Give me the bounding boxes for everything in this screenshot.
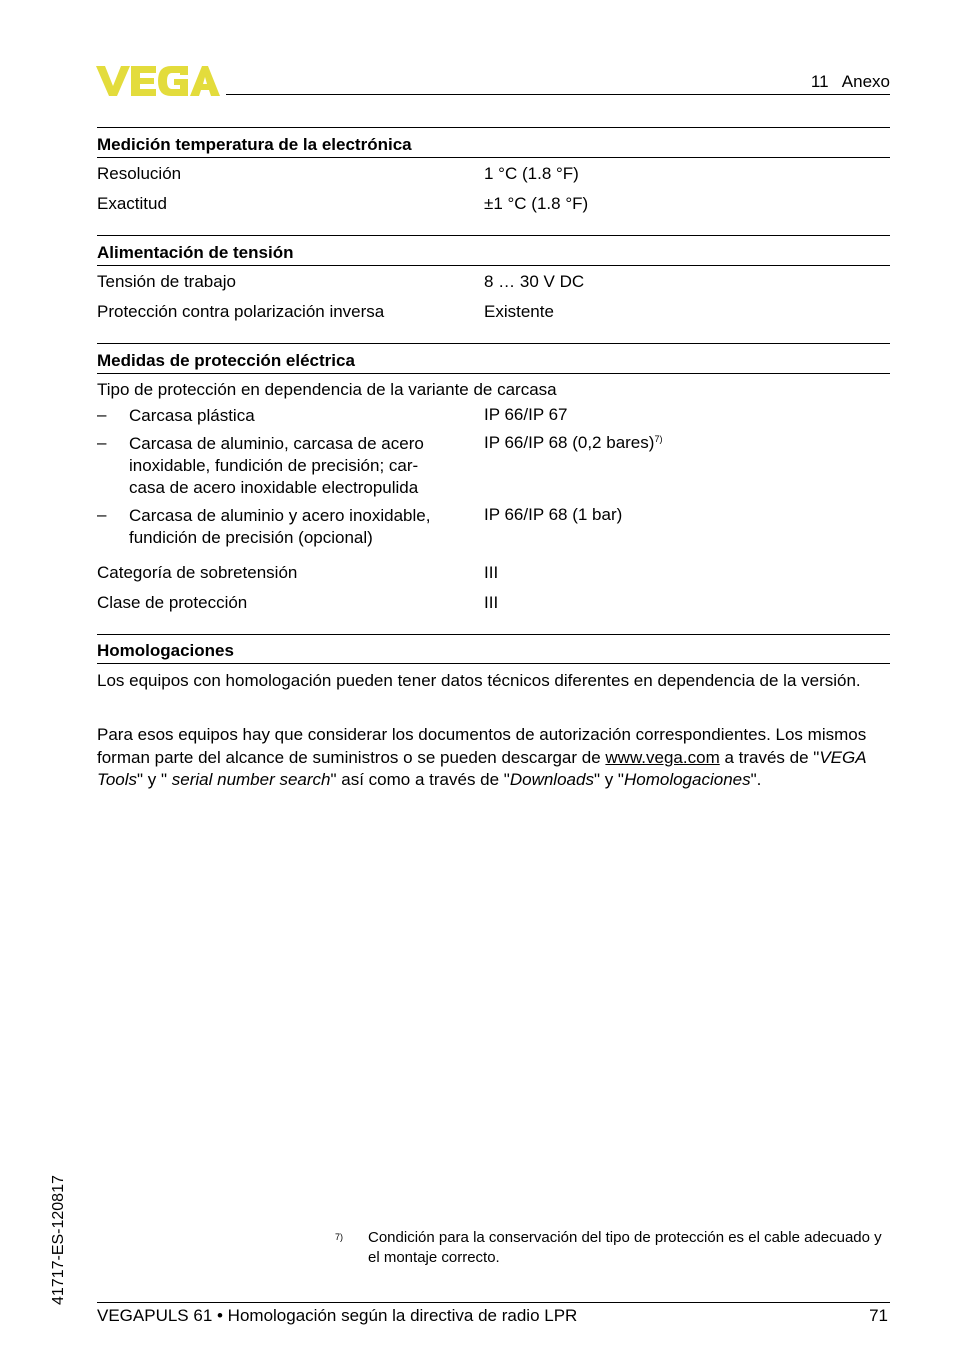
list-item-label: Carcasa de aluminio, carcasa de acero inoxidable, fundición de precisión; car-casa de acero inoxidable electropulida: [129, 434, 424, 497]
list-item-value: IP 66/IP 67: [484, 405, 568, 424]
list-dash: –: [97, 405, 107, 424]
section-rule-bottom: [97, 663, 890, 664]
approvals-paragraph-2: [97, 724, 890, 792]
footnote-text: Condición para la conservación del tipo de protección es el cable adecuado y el montaje correcto.: [368, 1229, 882, 1266]
row-value: ±1 °C (1.8 °F): [484, 194, 589, 213]
section-title-temperature: Medición temperatura de la electrónica: [97, 135, 412, 154]
row-label: Resolución: [97, 164, 182, 183]
footer-title: VEGAPULS 61 • Homologación según la directiva de radio LPR: [97, 1306, 578, 1325]
page-number: 71: [869, 1306, 888, 1325]
row-value: III: [484, 593, 499, 612]
paragraph-text: Para esos equipos hay que considerar los documentos de autorización correspondientes. Los mismos forman parte del alcance de suministros o se pueden descargar de: [97, 725, 867, 767]
list-item-value: IP 66/IP 68 (1 bar): [484, 505, 623, 524]
row-label: Clase de protección: [97, 593, 248, 612]
section-title-approvals: Homologaciones: [97, 641, 234, 660]
section-rule-bottom: [97, 373, 890, 374]
row-value: 8 … 30 V DC: [484, 272, 585, 291]
list-item-label: Carcasa de aluminio y acero inoxidable, fundición de precisión (opcional): [129, 506, 431, 547]
section-rule-top: [97, 235, 890, 236]
list-dash: –: [97, 433, 107, 452]
approvals-paragraph-1: Los equipos con homologación pueden tener datos técnicos diferentes en dependencia de la versión.: [97, 671, 861, 690]
paragraph-text: ".: [750, 770, 762, 789]
list-item-label: Carcasa plástica: [129, 406, 255, 425]
section-title-power: Alimentación de tensión: [97, 243, 294, 262]
section-title-protection: Medidas de protección eléctrica: [97, 351, 355, 370]
emphasis-homologaciones: Homologaciones: [623, 770, 751, 789]
row-label: Exactitud: [97, 194, 167, 213]
vega-logo: [96, 64, 220, 98]
paragraph-text: a través de ": [719, 747, 820, 767]
protection-intro: Tipo de protección en dependencia de la variante de carcasa: [97, 380, 557, 399]
paragraph-text: " y ": [593, 770, 624, 789]
paragraph-text: " y ": [137, 770, 172, 789]
emphasis-vega-tools: VEGA Tools: [97, 747, 866, 789]
emphasis-serial-number-search: serial number search: [171, 770, 331, 789]
emphasis-downloads: Downloads: [509, 770, 594, 789]
section-rule-top: [97, 343, 890, 344]
footnote-mark: 7): [335, 1232, 344, 1242]
row-label: Categoría de sobretensión: [97, 563, 298, 582]
header-rule: [226, 94, 890, 95]
chapter-heading: 11 Anexo: [810, 72, 890, 91]
vega-logo-icon: [96, 64, 220, 98]
list-item-value: [484, 433, 662, 453]
paragraph-text: " así como a través de ": [330, 770, 510, 789]
row-value: Existente: [484, 302, 554, 321]
section-rule-bottom: [97, 265, 890, 266]
list-item-value-text: IP 66/IP 68 (0,2 bares): [484, 433, 655, 452]
list-dash: –: [97, 505, 107, 524]
section-rule-top: [97, 634, 890, 635]
vega-website-link[interactable]: www.vega.com: [605, 747, 720, 767]
section-rule-top: [97, 127, 890, 128]
row-label: Protección contra polarización inversa: [97, 302, 385, 321]
row-value: 1 °C (1.8 °F): [484, 164, 579, 183]
section-rule-bottom: [97, 157, 890, 158]
footer-rule: [97, 1302, 890, 1303]
footnote-ref: 7): [654, 434, 663, 444]
row-label: Tensión de trabajo: [97, 272, 236, 291]
row-value: III: [484, 563, 499, 582]
document-code: 41717-ES-120817: [50, 1175, 67, 1305]
